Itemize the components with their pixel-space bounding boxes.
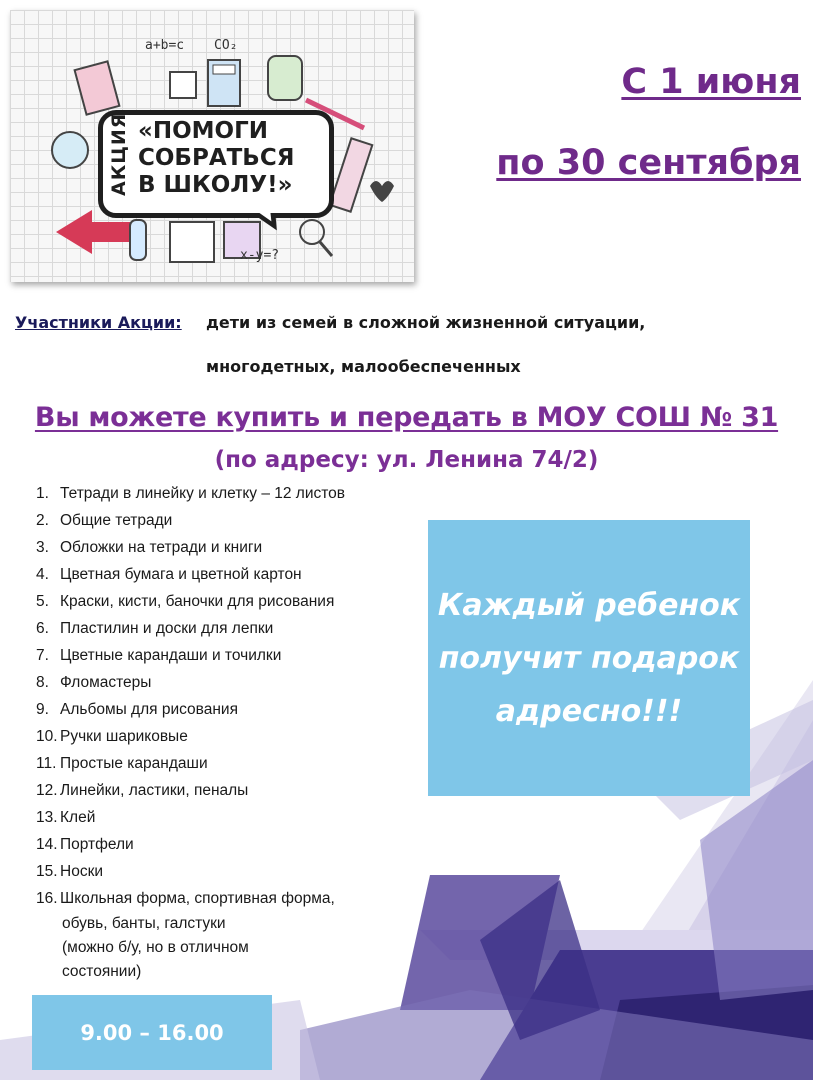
slogan-line: СОБРАТЬСЯ bbox=[138, 145, 295, 171]
participants-line-1: дети из семей в сложной жизненной ситуации, bbox=[206, 313, 646, 332]
list-item: 8. Фломастеры bbox=[36, 674, 152, 691]
campaign-slogan bbox=[138, 118, 334, 199]
doodle-equation: x-y=? bbox=[240, 248, 280, 263]
list-item-text: Клей bbox=[60, 809, 96, 826]
items-list bbox=[36, 480, 345, 984]
gift-line-2: получит подарок bbox=[438, 640, 740, 676]
list-item-text: Пластилин и доски для лепки bbox=[60, 620, 274, 637]
campaign-word: АКЦИЯ bbox=[108, 112, 130, 196]
list-item: 6. Пластилин и доски для лепки bbox=[36, 620, 274, 637]
list-item-text: Линейки, ластики, пеналы bbox=[60, 782, 249, 799]
date-start: С 1 июня bbox=[621, 62, 801, 102]
doodle-co2: CO₂ bbox=[214, 38, 238, 53]
list-item-text: Цветные карандаши и точилки bbox=[60, 647, 282, 664]
list-item-text: Ручки шариковые bbox=[60, 728, 188, 745]
list-item-text: Портфели bbox=[60, 836, 134, 853]
list-item-continuation: (можно б/у, но в отличном bbox=[62, 939, 249, 956]
list-item: 5. Краски, кисти, баночки для рисования bbox=[36, 593, 335, 610]
list-item: 12. Линейки, ластики, пеналы bbox=[36, 782, 249, 799]
gift-callout bbox=[428, 520, 750, 796]
gift-line-3: адресно!!! bbox=[495, 693, 683, 729]
list-item-text: Краски, кисти, баночки для рисования bbox=[60, 593, 335, 610]
gift-line-1: Каждый ребенок bbox=[437, 587, 741, 623]
address: (по адресу: ул. Ленина 74/2) bbox=[214, 447, 599, 473]
list-item-text: Общие тетради bbox=[60, 512, 173, 529]
participants-line-2: многодетных, малообеспеченных bbox=[206, 357, 521, 376]
slogan-line: «ПОМОГИ bbox=[138, 118, 269, 144]
list-item: 1. Тетради в линейку и клетку – 12 листов bbox=[36, 485, 346, 502]
list-item-text: Школьная форма, спортивная форма, bbox=[60, 890, 335, 907]
list-item: 9. Альбомы для рисования bbox=[36, 701, 238, 718]
list-item: 10. Ручки шариковые bbox=[36, 728, 188, 745]
list-item: 15. Носки bbox=[36, 863, 104, 880]
hours-box bbox=[32, 995, 272, 1070]
list-item: 4. Цветная бумага и цветной картон bbox=[36, 566, 302, 583]
list-item-text: Фломастеры bbox=[60, 674, 152, 691]
list-item-text: Простые карандаши bbox=[60, 755, 208, 772]
list-item: 16. Школьная форма, спортивная форма, обувь, банты, галстуки (можно б/у, но в отличном состоянии) bbox=[36, 885, 345, 984]
list-item: 2. Общие тетради bbox=[36, 512, 173, 529]
list-item-text: Альбомы для рисования bbox=[60, 701, 238, 718]
working-hours: 9.00 – 16.00 bbox=[80, 1020, 224, 1045]
slogan-line: В ШКОЛУ!» bbox=[138, 172, 293, 198]
doodle-formula: a+b=c bbox=[145, 38, 185, 53]
list-item: 11. Простые карандаши bbox=[36, 755, 208, 772]
list-item: 13. Клей bbox=[36, 809, 96, 826]
participants-label: Участники Акции: bbox=[15, 313, 182, 332]
date-end: по 30 сентября bbox=[496, 143, 801, 183]
list-item: 7. Цветные карандаши и точилки bbox=[36, 647, 282, 664]
headline: Вы можете купить и передать в МОУ СОШ № 31 bbox=[34, 402, 779, 433]
list-item-text: Обложки на тетради и книги bbox=[60, 539, 263, 556]
list-item-continuation: обувь, банты, галстуки bbox=[62, 915, 226, 932]
list-item-text: Носки bbox=[60, 863, 104, 880]
list-item-continuation: состоянии) bbox=[62, 963, 142, 980]
list-item-text: Тетради в линейку и клетку – 12 листов bbox=[60, 485, 346, 502]
campaign-banner bbox=[10, 10, 414, 282]
list-item: 14. Портфели bbox=[36, 836, 134, 853]
list-item-text: Цветная бумага и цветной картон bbox=[60, 566, 302, 583]
list-item: 3. Обложки на тетради и книги bbox=[36, 539, 263, 556]
